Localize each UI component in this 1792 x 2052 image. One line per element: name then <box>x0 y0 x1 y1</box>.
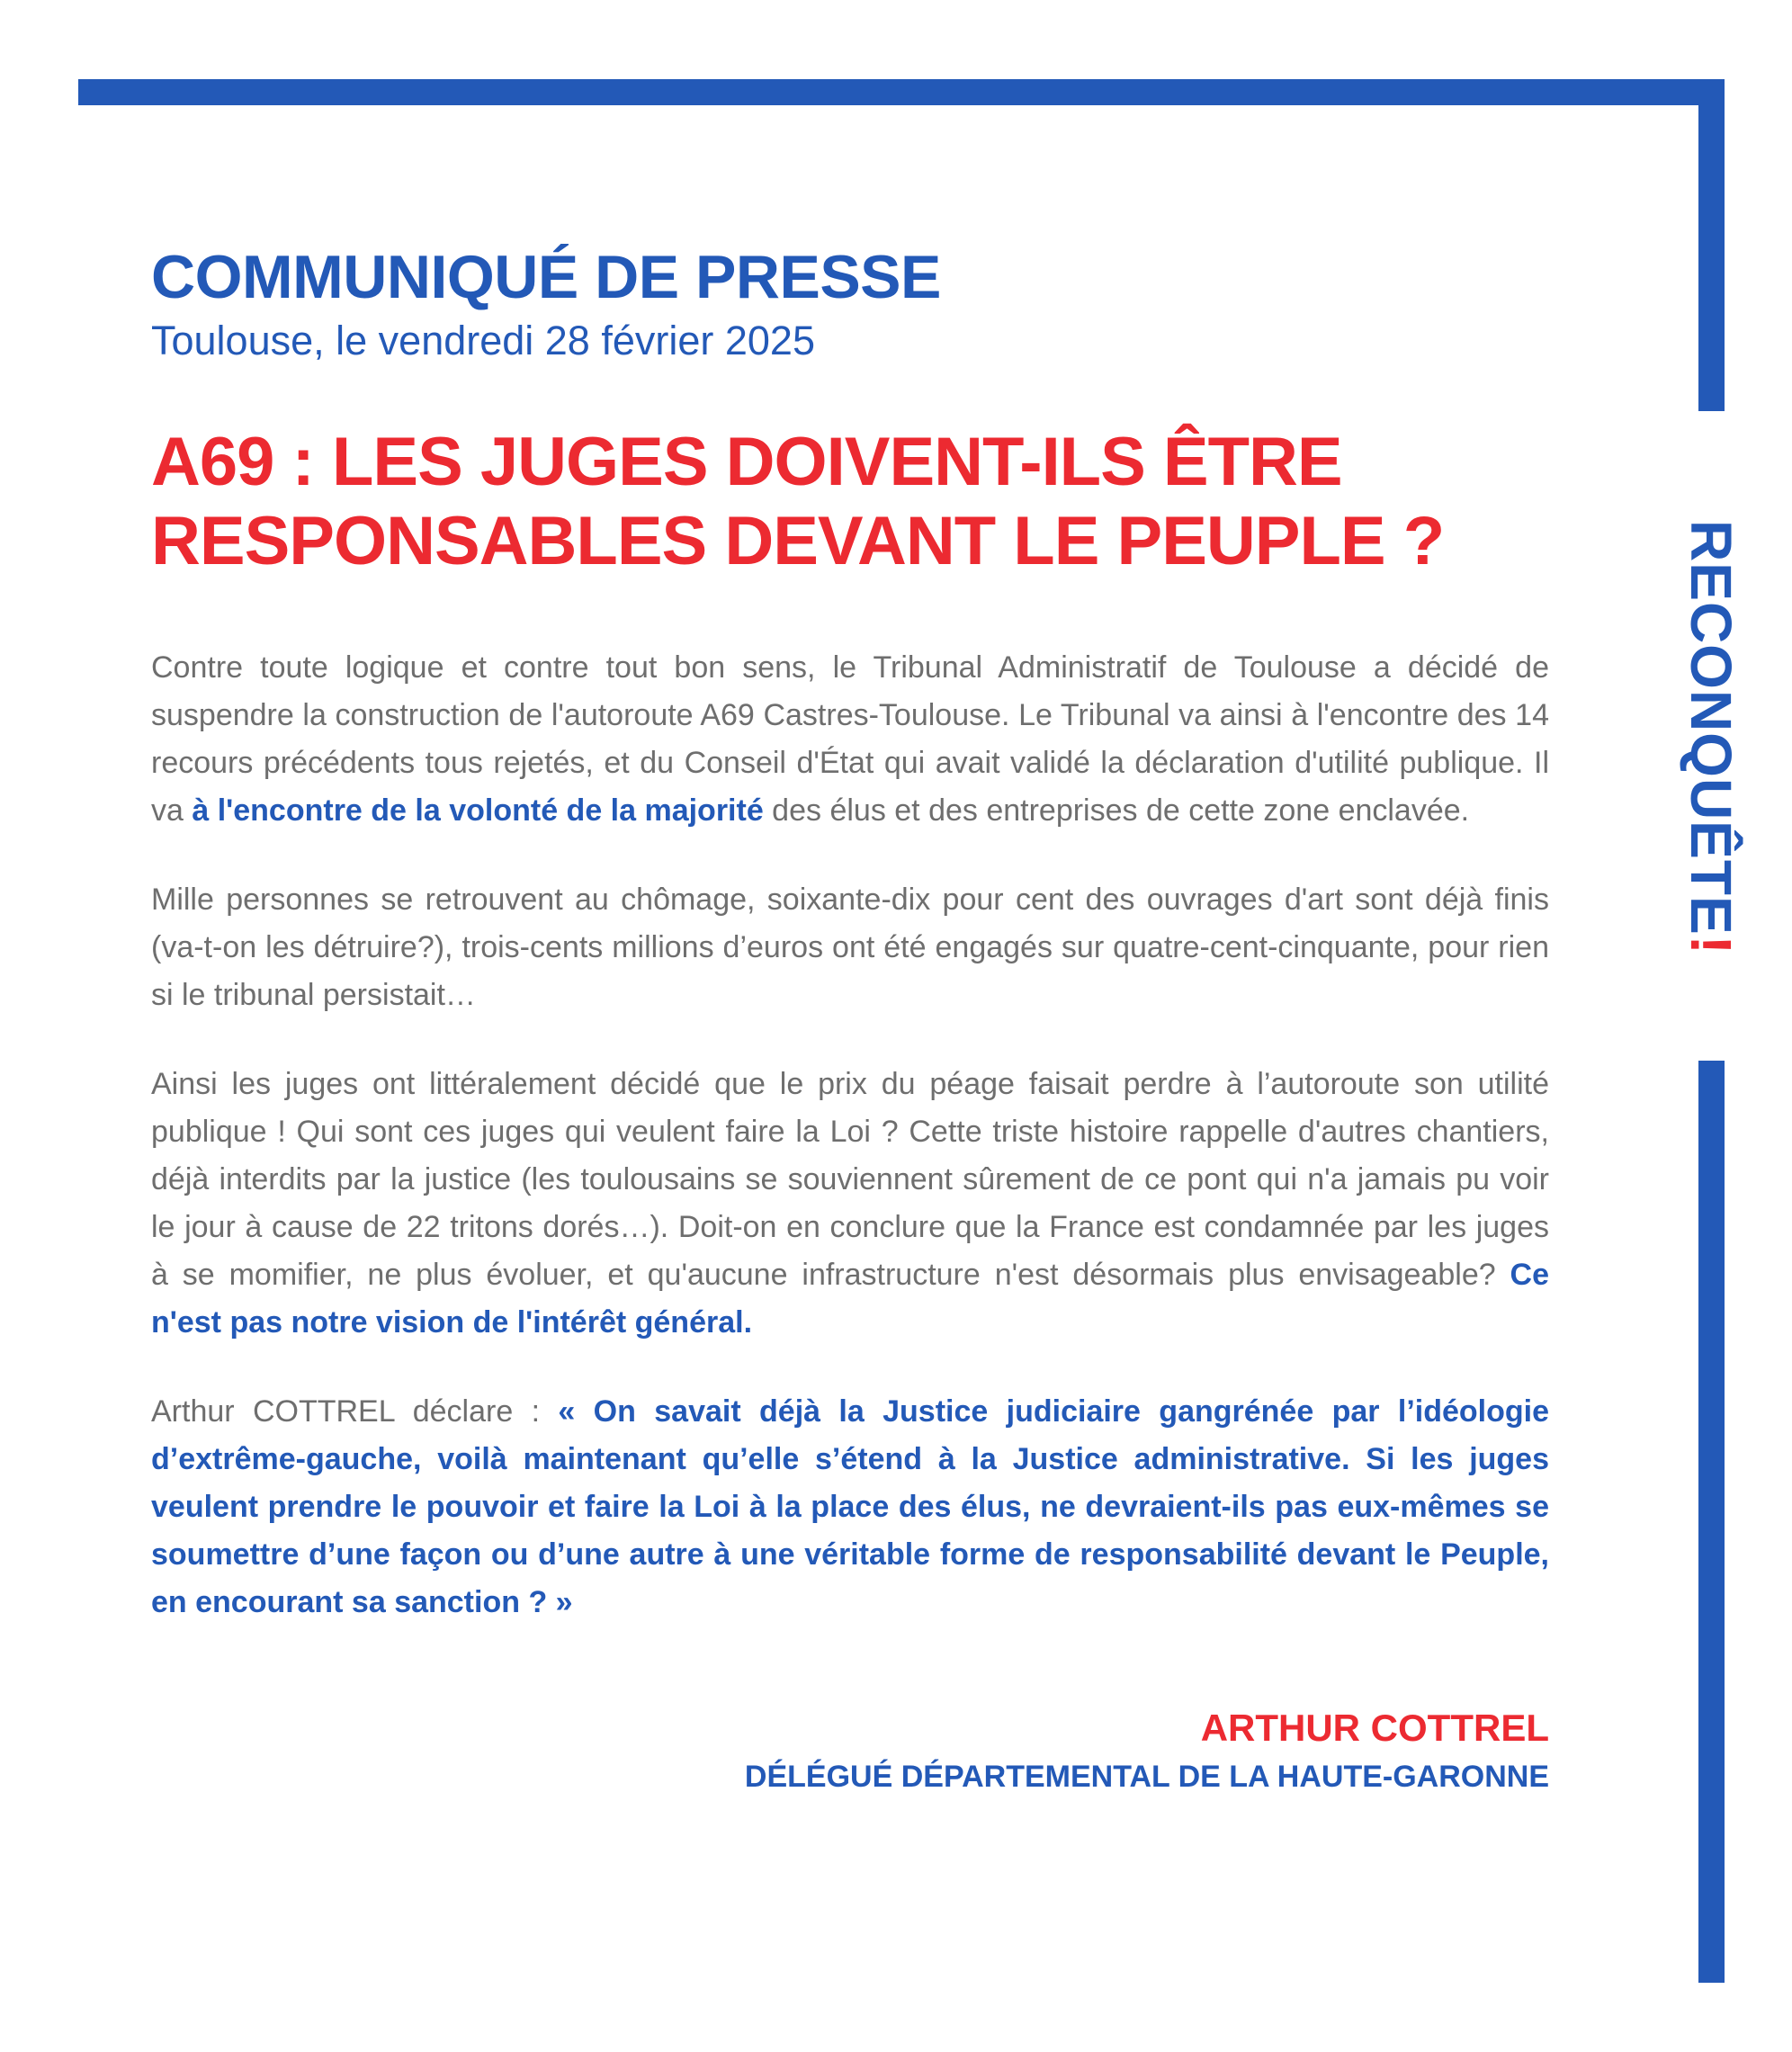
paragraph-4-intro: Arthur COTTREL déclare : <box>151 1394 559 1429</box>
paragraph-1-text-b: des élus et des entreprises de cette zone enclavée. <box>763 793 1470 828</box>
frame-right-bar-upper <box>1698 79 1725 411</box>
logo-exclamation: ! <box>1679 935 1743 955</box>
frame-right-bar-lower <box>1698 1061 1725 1983</box>
signature-block <box>151 1704 1549 1797</box>
logo-word: RECONQUÊTE <box>1679 520 1743 936</box>
frame-top-bar <box>78 79 1725 105</box>
headline: A69 : LES JUGES DOIVENT-ILS ÊTRE RESPONSABLES DEVANT LE PEUPLE ? <box>151 424 1445 579</box>
paragraph-2: Mille personnes se retrouvent au chômage, soixante-dix pour cent des ouvrages d'art sont déjà finis (va-t-on les détruire?), trois-cents millions d’euros ont été engagés sur quatre-cent-cinquante, pour rien si le tribunal persistait… <box>151 883 1549 1012</box>
paragraph-1 <box>151 644 1549 835</box>
dateline: Toulouse, le vendredi 28 février 2025 <box>151 318 815 363</box>
signature-name: ARTHUR COTTREL <box>1200 1707 1549 1749</box>
reconquete-logo <box>1664 504 1758 972</box>
paragraph-3-highlight: Ce n'est pas notre vision de l'intérêt général. <box>151 1258 1549 1340</box>
quote: « On savait déjà la Justice judiciaire gangrénée par l’idéologie d’extrême-gauche, voilà maintenant qu’elle s’étend à la Justice administrative. Si les juges veulent prendre le pouvoir et faire la Loi à la place des élus, ne devraient-ils pas eux-mêmes se soumettre d’une façon ou d’une autre à une véritable forme de responsabilité devant le Peuple, en encourant sa sanction ? » <box>151 1394 1549 1619</box>
paragraph-1-text-a: Contre toute logique et contre tout bon sens, le Tribunal Administratif de Toulouse a décidé de suspendre la construction de l'autoroute A69 Castres-Toulouse. Le Tribunal va ainsi à l'encontre des 14 recours précédents tous rejetés, et du Conseil d'État qui avait validé la déclaration d'utilité publique. Il va <box>151 650 1549 828</box>
logo-text <box>1678 520 1744 955</box>
paragraph-3 <box>151 1061 1549 1347</box>
kicker-title: COMMUNIQUÉ DE PRESSE <box>151 243 941 311</box>
press-release <box>151 241 1549 1797</box>
paragraph-4 <box>151 1388 1549 1626</box>
paragraph-1-highlight: à l'encontre de la volonté de la majorité <box>192 793 764 828</box>
signature-role: DÉLÉGUÉ DÉPARTEMENTAL DE LA HAUTE-GARONNE <box>744 1760 1549 1794</box>
paragraph-3-text: Ainsi les juges ont littéralement décidé que le prix du péage faisait perdre à l’autoroute son utilité publique ! Qui sont ces juges qui veulent faire la Loi ? Cette triste histoire rappelle d'autres chantiers, déjà interdits par la justice (les toulousains se souviennent sûrement de ce pont qui n'a jamais pu voir le jour à cause de 22 tritons dorés…). Doit-on en conclure que la France est condamnée par les juges à se momifier, ne plus évoluer, et qu'aucune infrastructure n'est désormais plus envisageable? <box>151 1067 1549 1292</box>
